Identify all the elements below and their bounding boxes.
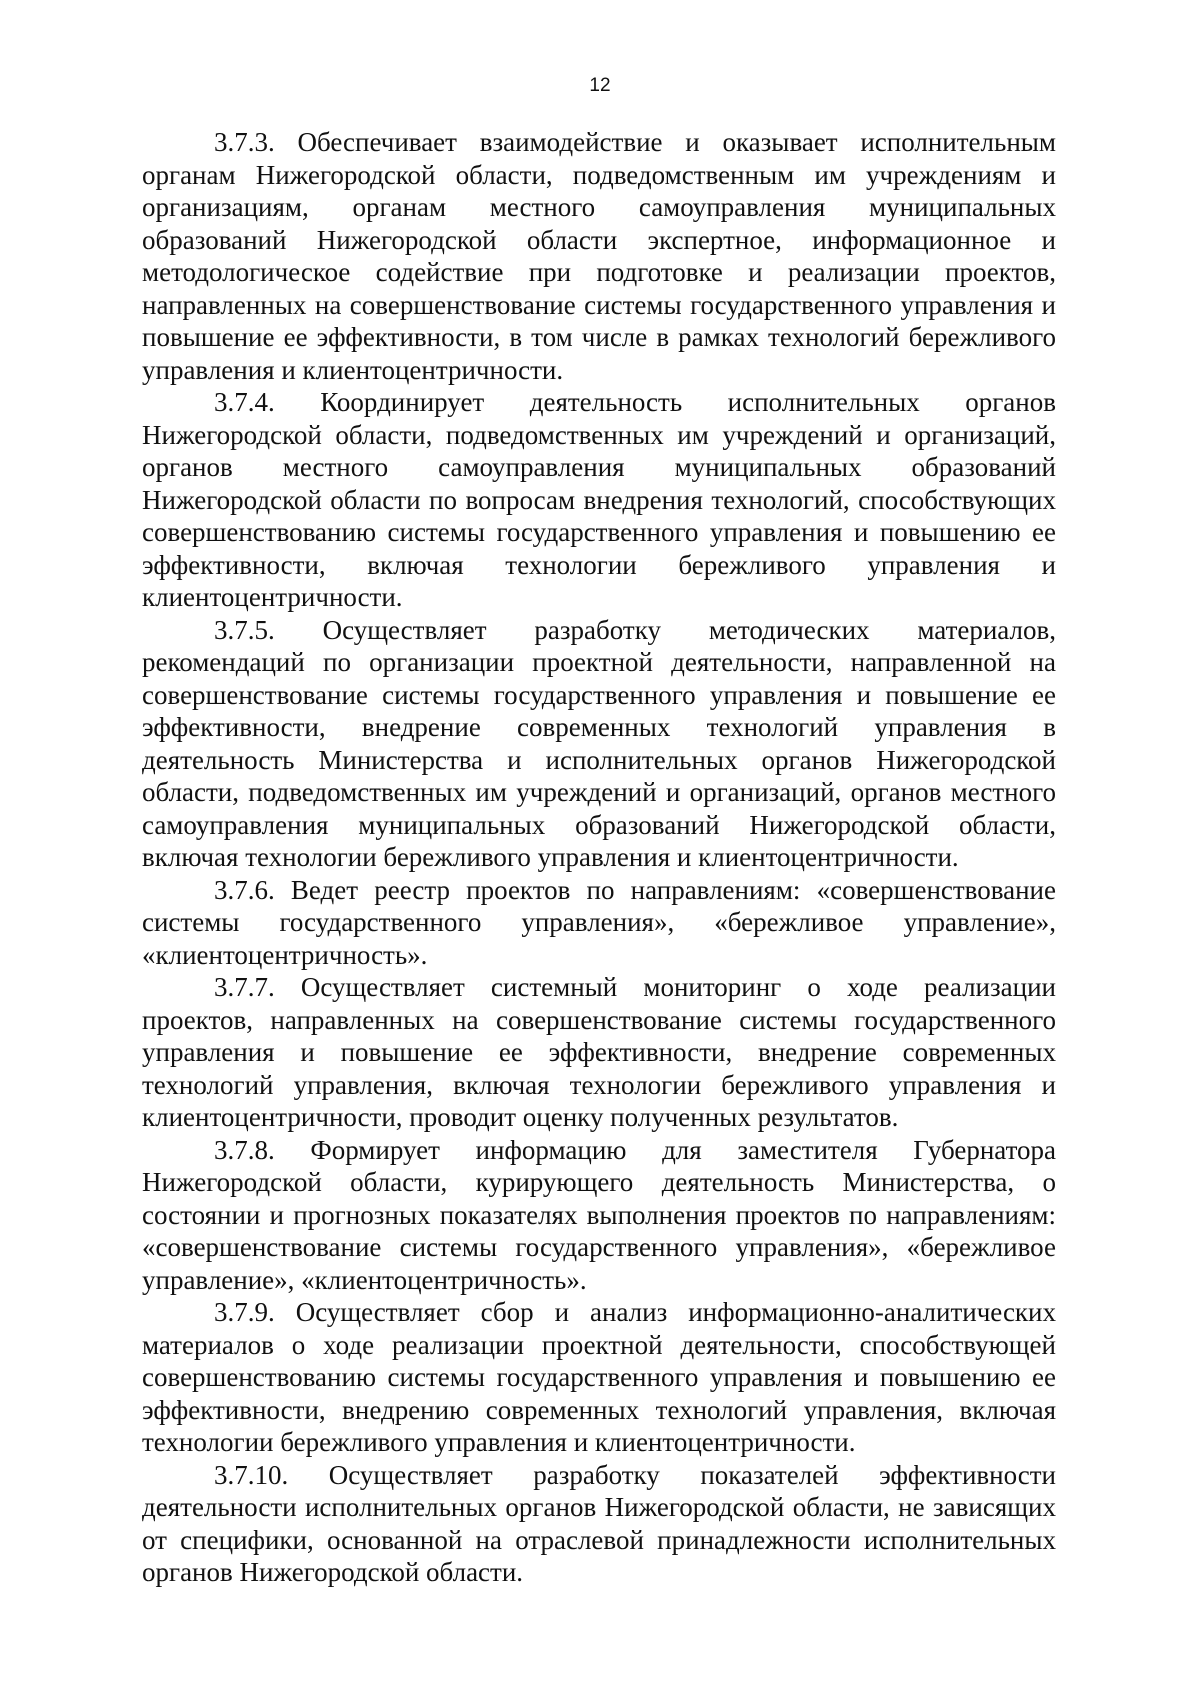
- paragraph-3-7-7: 3.7.7. Осуществляет системный мониторинг о ходе реализации проектов, направленных на совершенствование системы государственного управления и повышение ее эффективности, внедрение современных технологий управления, включая технологии бережливого управления и клиентоцентричности, проводит оценку полученных результатов.: [142, 972, 1056, 1132]
- document-body: [142, 126, 1056, 1589]
- paragraph-3-7-6: 3.7.6. Ведет реестр проектов по направлениям: «совершенствование системы государственного управления», «бережливое управление», «клиентоцентричность».: [142, 874, 1056, 970]
- paragraph-3-7-9: 3.7.9. Осуществляет сбор и анализ информационно-аналитических материалов о ходе реализации проектной деятельности, способствующей совершенствованию системы государственного управления и повышению ее эффективности, внедрению современных технологий управления, включая технологии бережливого управления и клиентоцентричности.: [142, 1297, 1056, 1457]
- paragraph-3-7-10: 3.7.10. Осуществляет разработку показателей эффективности деятельности исполнительных органов Нижегородской области, не зависящих от специфики, основанной на отраслевой принадлежности исполнительных органов Нижегородской области.: [142, 1459, 1056, 1587]
- paragraph-3-7-4: 3.7.4. Координирует деятельность исполнительных органов Нижегородской области, подведомственных им учреждений и организаций, органов местного самоуправления муниципальных образований Нижегородской области по вопросам внедрения технологий, способствующих совершенствованию системы государственного управления и повышению ее эффективности, включая технологии бережливого управления и клиентоцентричности.: [142, 387, 1056, 612]
- paragraph-3-7-5: 3.7.5. Осуществляет разработку методических материалов, рекомендаций по организации проектной деятельности, направленной на совершенствование системы государственного управления и повышение ее эффективности, внедрение современных технологий управления в деятельность Министерства и исполнительных органов Нижегородской области, подведомственных им учреждений и организаций, органов местного самоуправления муниципальных образований Нижегородской области, включая технологии бережливого управления и клиентоцентричности.: [142, 614, 1056, 872]
- paragraph-3-7-3: 3.7.3. Обеспечивает взаимодействие и оказывает исполнительным органам Нижегородской области, подведомственным им учреждениям и организациям, органам местного самоуправления муниципальных образований Нижегородской области экспертное, информационное и методологическое содействие при подготовке и реализации проектов, направленных на совершенствование системы государственного управления и повышение ее эффективности, в том числе в рамках технологий бережливого управления и клиентоцентричности.: [142, 127, 1056, 385]
- page-number: 12: [589, 75, 611, 96]
- paragraph-3-7-8: 3.7.8. Формирует информацию для заместителя Губернатора Нижегородской области, курирующего деятельность Министерства, о состоянии и прогнозных показателях выполнения проектов по направлениям: «совершенствование системы государственного управления», «бережливое управление», «клиентоцентричность».: [142, 1134, 1056, 1295]
